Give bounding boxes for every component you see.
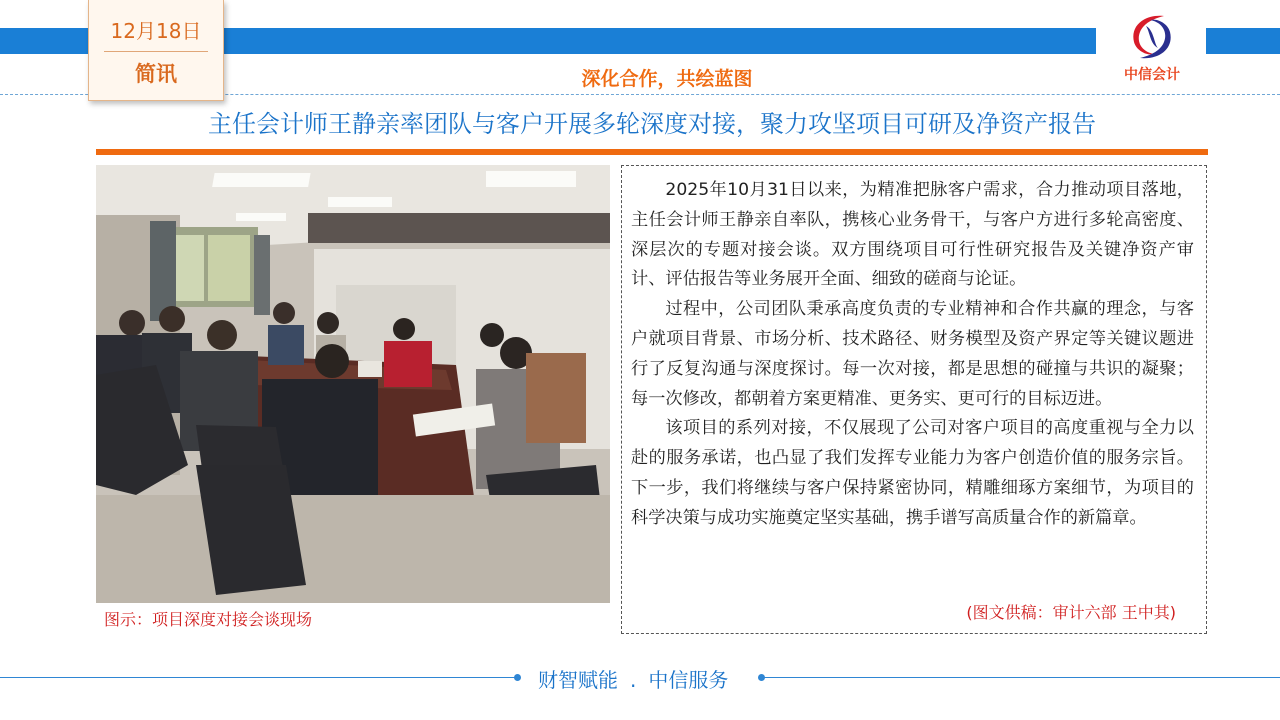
date-card [88,0,224,101]
issue-date: 12月18日 [110,19,202,43]
paragraph-2: 过程中，公司团队秉承高度负责的专业精神和合作共赢的理念，与客户就项目背景、市场分析、技术路径、财务模型及资产界定等关键议题进行了反复沟通与深度探讨。每一次对接，都是思想的碰撞与共识的凝聚；每一次修改，都朝着方案更精准、更务实、更可行的目标迈进。 [631,299,1194,409]
footer-dot-left [514,674,521,681]
article-body [621,165,1207,634]
article-credit: (图文供稿：审计六部 王中其) [966,603,1176,622]
paragraph-3: 该项目的系列对接，不仅展现了公司对客户项目的高度重视与全力以赴的服务承诺，也凸显了我们发挥专业能力为客户创造价值的服务宗旨。下一步，我们将继续与客户保持紧密协同，精雕细琢方案细节，为项目的科学决策与成功实施奠定坚实基础，携手谱写高质量合作的新篇章。 [631,418,1194,528]
title-underline [96,149,1208,155]
meeting-photo [96,165,610,603]
logo-text: 中信会计 [1124,67,1180,83]
footer-motto-right: 中信服务 [648,668,729,692]
footer-motto [538,664,728,693]
footer-motto-separator: . [630,668,637,692]
header-blue-bar-right [1206,28,1280,54]
footer-line-left [0,677,518,678]
photo-caption: 图示：项目深度对接会谈现场 [104,610,313,629]
article-title: 主任会计师王静亲率团队与客户开展多轮深度对接，聚力攻坚项目可研及净资产报告 [208,110,1096,138]
footer-line-right [760,677,1280,678]
paragraph-1: 2025年10月31日以来，为精准把脉客户需求，合力推动项目落地，主任会计师王静亲自率队，携核心业务骨干，与客户方进行多轮高密度、深层次的专题对接会谈。双方围绕项目可行性研究报告及关键净资产审计、评估报告等业务展开全面、细致的磋商与论证。 [631,180,1194,290]
footer-motto-left: 财智赋能 [538,668,618,692]
company-logo-icon [1124,12,1180,62]
slogan: 深化合作，共绘蓝图 [581,68,753,90]
date-card-divider [104,51,208,52]
issue-kind: 简讯 [135,62,177,86]
